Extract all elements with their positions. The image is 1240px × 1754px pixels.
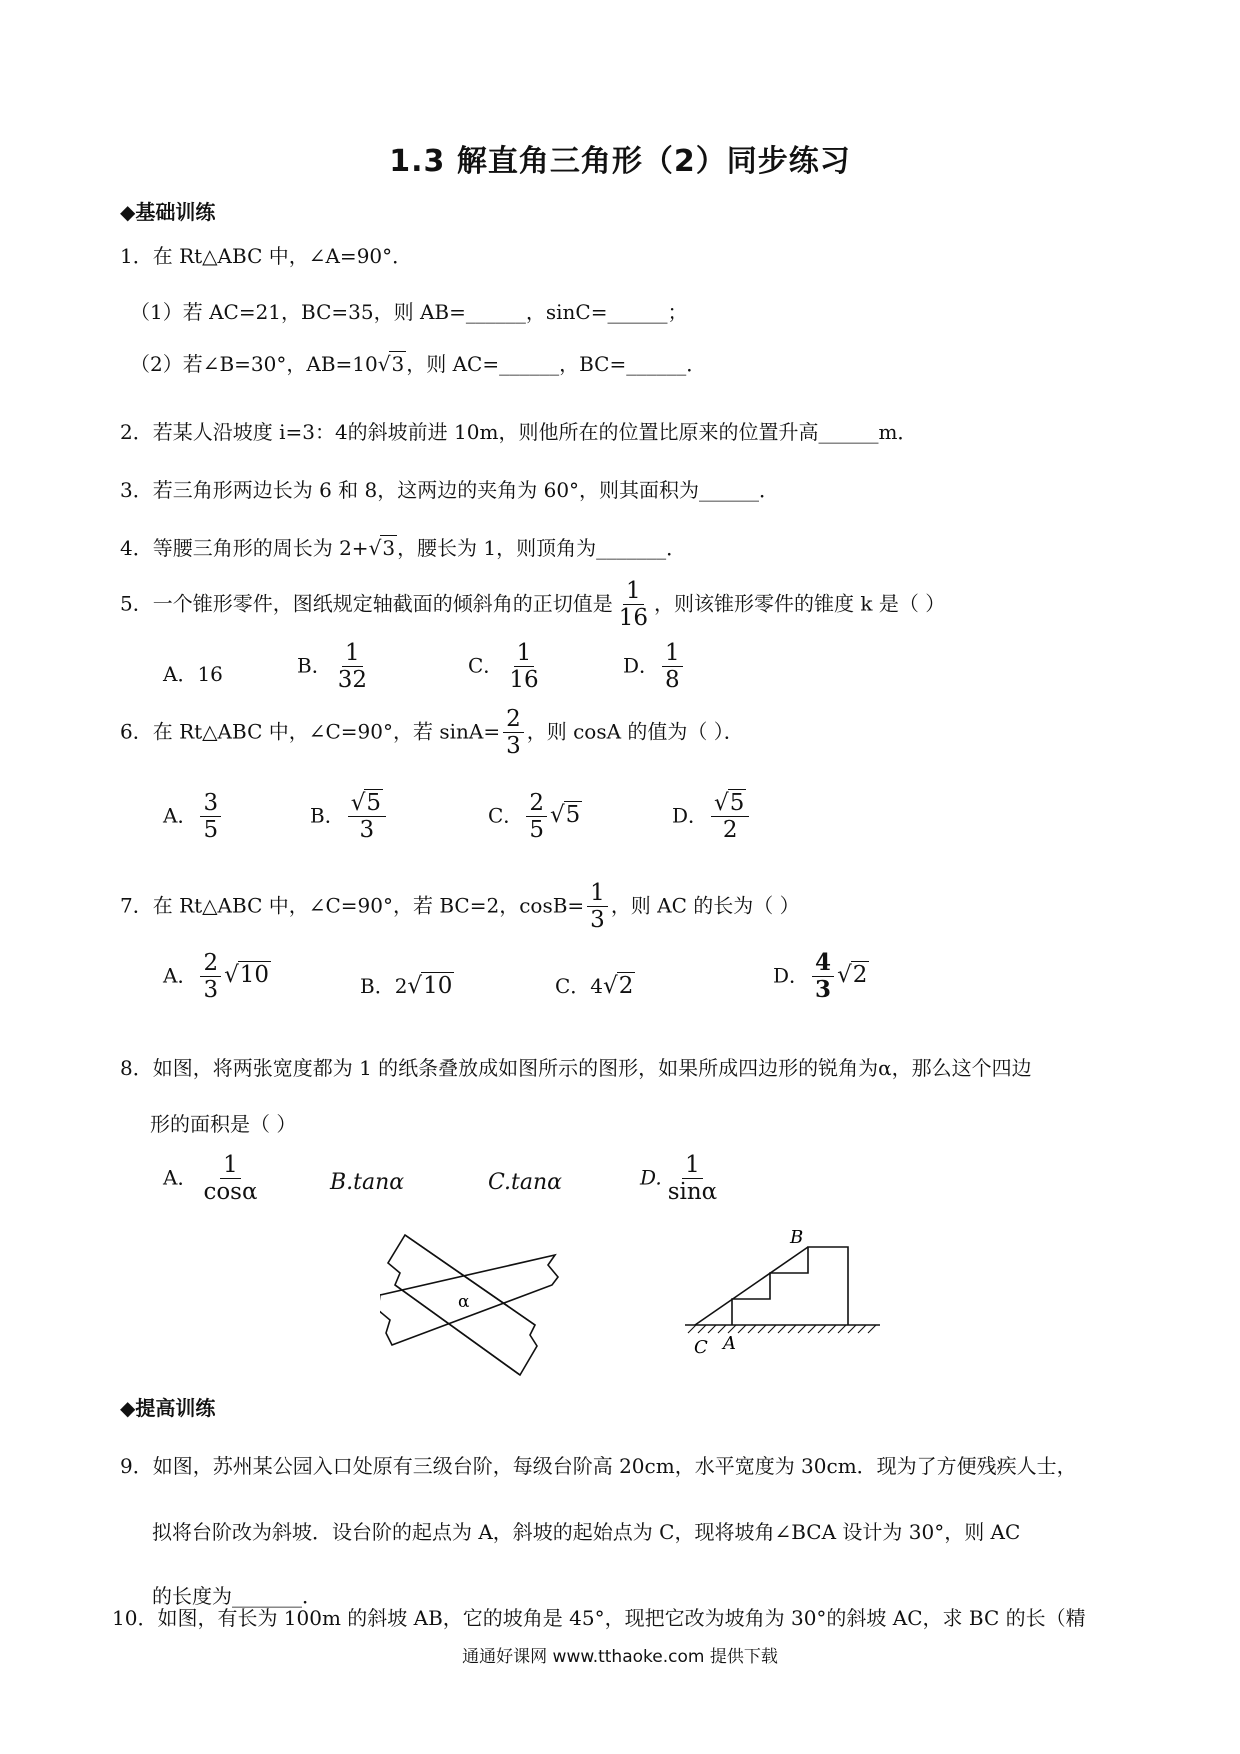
numerator: 1: [514, 640, 535, 667]
page-title: 1.3 解直角三角形（2）同步练习: [389, 144, 851, 179]
denominator: 3: [203, 977, 219, 1004]
fraction: [812, 950, 834, 1004]
q5-pre: 5．一个锥形零件，图纸规定轴截面的倾斜角的正切值是: [120, 591, 613, 616]
radicand: 2: [852, 962, 868, 989]
fraction: [506, 640, 541, 694]
q5-option-c: [468, 640, 545, 694]
question-9-line-2: 拟将台阶改为斜坡．设台阶的起点为 A，斜坡的起始点为 C，现将坡角∠BCA 设计为 30°，则 AC: [152, 1520, 1021, 1544]
sqrt-10: √10: [224, 962, 270, 989]
slope-line: [695, 1247, 808, 1325]
sqrt-10: √10: [407, 973, 453, 999]
sqrt-5: √5: [714, 790, 745, 816]
sqrt-2: √2: [837, 962, 868, 989]
denominator: 16: [618, 605, 649, 632]
option-label: C．: [468, 653, 504, 678]
option-label: B．2: [360, 974, 408, 998]
numerator: 2: [503, 706, 524, 733]
denominator: 3: [359, 817, 375, 844]
fraction: [503, 706, 524, 760]
paper-strips-figure: [380, 1225, 570, 1385]
question-7: [120, 880, 800, 934]
question-8-line-2: 形的面积是（ ）: [150, 1112, 297, 1136]
question-2: 2．若某人沿坡度 i=3：4的斜坡前进 10m，则他所在的位置比原来的位置升高______m．: [120, 420, 918, 444]
q7-option-b: [360, 970, 454, 999]
option-label: D．: [623, 653, 660, 678]
radicand: 2: [618, 973, 634, 999]
q5-option-a: A．16: [163, 662, 223, 686]
question-1-part-1: （1）若 AC=21，BC=35，则 AB=______，sinC=______；: [130, 300, 688, 324]
fraction: [348, 790, 386, 844]
sqrt-3: √3: [377, 352, 405, 376]
question-1-stem: 1．在 Rt△ABC 中，∠A=90°．: [120, 244, 413, 268]
section-heading-advanced: ◆提高训练: [120, 1396, 216, 1420]
q6-post: ，则 cosA 的值为（ ）．: [526, 719, 744, 744]
fraction: [587, 880, 608, 934]
denominator: 5: [203, 817, 219, 844]
denominator: 16: [509, 667, 539, 694]
q6-option-b: [310, 790, 389, 844]
option-label: A．: [163, 803, 198, 828]
footer-credit: 通通好课网 www.tthaoke.com 提供下载: [462, 1647, 778, 1667]
fraction: [526, 790, 547, 844]
numerator: 1: [623, 578, 644, 605]
option-label: B．: [310, 803, 345, 828]
option-label: A．: [163, 1165, 198, 1190]
q5-option-b: [297, 640, 373, 694]
q7-option-a: [163, 950, 271, 1004]
q7-option-d: [773, 950, 869, 1004]
question-9-line-1: 9．如图，苏州某公园入口处原有三级台阶，每级台阶高 20cm，水平宽度为 30cm．现为了方便残疾人士，: [120, 1454, 1077, 1478]
fraction: [665, 1152, 721, 1206]
q1-part2-pre: （2）若∠B=30°，AB=10: [130, 352, 378, 376]
option-label: D．: [672, 803, 709, 828]
fraction: [200, 1152, 260, 1206]
q7-post: ，则 AC 的长为（ ）: [610, 893, 800, 918]
numerator: 4: [812, 950, 834, 977]
radicand: 5: [366, 790, 381, 816]
point-c-label: C: [694, 1337, 708, 1358]
q8-option-a: [163, 1152, 264, 1206]
option-label: D．: [773, 963, 810, 988]
q4-post: ，腰长为 1，则顶角为_______．: [397, 536, 687, 560]
q8-option-b: B.tanα: [330, 1170, 405, 1195]
denominator: 3: [506, 733, 521, 760]
q8-option-d: [640, 1152, 723, 1206]
q6-option-d: [672, 790, 752, 844]
q1-part2-post: ，则 AC=______，BC=______．: [406, 352, 707, 376]
radicand: 3: [391, 352, 405, 376]
fraction: [711, 790, 749, 844]
denominator: 3: [590, 907, 605, 934]
sqrt-3: √3: [368, 536, 396, 560]
option-label: A．: [163, 963, 198, 988]
question-1-part-2: [130, 348, 706, 377]
q5-post: ，则该锥形零件的锥度 k 是（ ）: [654, 591, 946, 616]
question-3: 3．若三角形两边长为 6 和 8，这两边的夹角为 60°，则其面积为______．: [120, 478, 780, 502]
q6-option-c: [488, 790, 582, 844]
numerator: 1: [662, 640, 683, 667]
sqrt-5: √5: [350, 790, 381, 816]
denominator: cosα: [203, 1179, 258, 1206]
numerator: 1: [342, 640, 363, 667]
denominator: 3: [815, 976, 832, 1004]
q4-pre: 4．等腰三角形的周长为 2+: [120, 536, 369, 560]
section-heading-basic: ◆基础训练: [120, 200, 216, 224]
denominator: 8: [665, 667, 680, 694]
option-label: C．: [488, 803, 524, 828]
option-label: D.: [640, 1165, 662, 1190]
radicand: 3: [382, 536, 396, 560]
numerator: 1: [587, 880, 608, 907]
numerator: [348, 790, 386, 817]
numerator: 1: [220, 1152, 241, 1179]
q5-option-d: [623, 640, 686, 694]
fraction: [200, 790, 221, 844]
denominator: sinα: [667, 1179, 718, 1206]
fraction: [335, 640, 370, 694]
sqrt-5: √5: [549, 802, 581, 829]
fraction: [200, 950, 221, 1004]
question-9-line-3: 的长度为_______．: [152, 1584, 322, 1608]
denominator: 5: [529, 817, 544, 844]
q8-option-c: C.tanα: [488, 1170, 563, 1195]
q7-pre: 7．在 Rt△ABC 中，∠C=90°，若 BC=2，cosB=: [120, 893, 585, 918]
question-6: [120, 706, 744, 760]
numerator: [711, 790, 749, 817]
radicand: 5: [565, 802, 581, 829]
question-4: [120, 532, 686, 561]
numerator: 3: [200, 790, 221, 817]
stairs-slope-figure: [680, 1225, 890, 1365]
option-label: B．: [297, 653, 332, 678]
ground-hatching: [688, 1325, 876, 1333]
radicand: 10: [239, 962, 270, 989]
fraction: [662, 640, 683, 694]
question-10: 10．如图，有长为 100m 的斜坡 AB，它的坡角是 45°，现把它改为坡角为 30°的斜坡 AC，求 BC 的长（精: [112, 1606, 1086, 1630]
option-label: C．4: [555, 974, 604, 998]
q6-option-a: [163, 790, 224, 844]
alpha-label: α: [458, 1292, 470, 1312]
radicand: 10: [423, 973, 453, 999]
question-8-line-1: 8．如图，将两张宽度都为 1 的纸条叠放成如图所示的图形，如果所成四边形的锐角为α，那么这个四边: [120, 1056, 1032, 1080]
denominator: 32: [337, 667, 367, 694]
point-b-label: B: [790, 1227, 804, 1248]
sqrt-2: √2: [603, 973, 634, 999]
numerator: 1: [682, 1152, 703, 1179]
point-a-label: A: [723, 1333, 736, 1354]
question-5: [120, 578, 945, 632]
radicand: 5: [729, 790, 745, 816]
q6-pre: 6．在 Rt△ABC 中，∠C=90°，若 sinA=: [120, 719, 501, 744]
fraction: [616, 578, 651, 632]
numerator: 2: [526, 790, 547, 817]
q7-option-c: [555, 970, 635, 999]
denominator: 2: [722, 817, 738, 844]
numerator: 2: [200, 950, 221, 977]
